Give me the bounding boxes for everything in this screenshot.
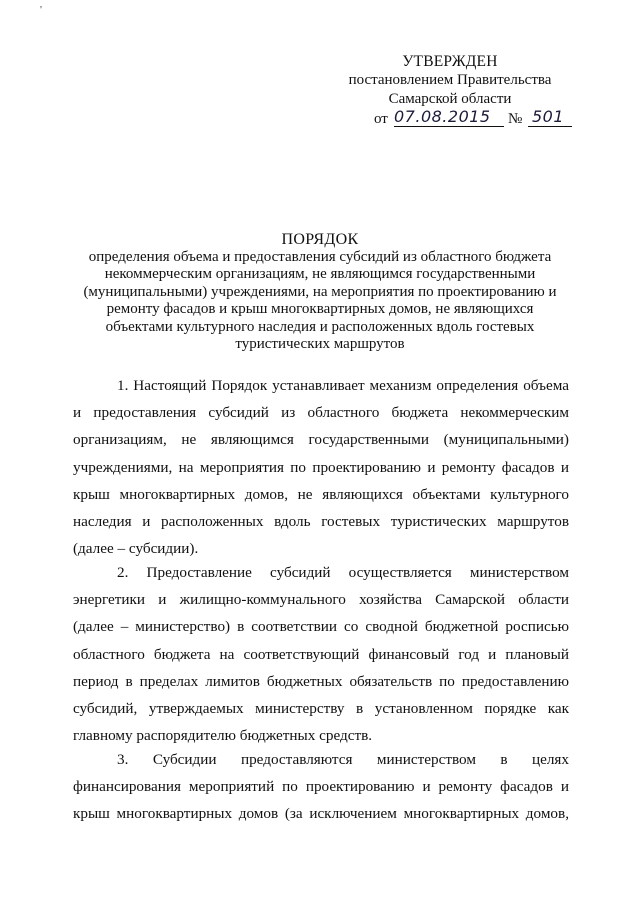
approval-line-2: Самарской области: [388, 91, 512, 107]
document-title: [70, 231, 570, 354]
title-line: объектами культурного наследия и расположенных вдоль гостевых: [105, 318, 535, 335]
approved-heading: УТВЕРЖДЕН: [402, 53, 498, 70]
paragraph-3: [73, 746, 569, 828]
approval-stamp-block: [330, 52, 570, 131]
title-heading: ПОРЯДОК: [281, 231, 359, 248]
corner-mark: ': [40, 4, 42, 16]
date-prefix: от: [374, 111, 388, 127]
title-line: ремонту фасадов и крыш многоквартирных домов, не являющихся: [106, 301, 534, 317]
approval-line-1: постановлением Правительства: [348, 72, 552, 88]
paragraph-line: 3. Субсидии предоставляются министерством в целях: [117, 751, 569, 768]
title-line: некоммерческим организациям, не являющимся государственными: [104, 266, 536, 282]
paragraph-line: 2. Предоставление субсидий осуществляется министерством: [117, 564, 569, 581]
paragraph-line: субсидий, утверждаемых министерству в установленном порядке как: [73, 700, 569, 718]
paragraph-line: 1. Настоящий Порядок устанавливает механизм определения объема: [117, 377, 569, 394]
paragraph-line: (далее – субсидии).: [73, 540, 199, 558]
paragraph-line: (далее – министерство) в соответствии со сводной бюджетной росписью: [73, 618, 569, 636]
paragraph-line: и предоставления субсидий из областного бюджета некоммерческим: [73, 404, 569, 422]
paragraph-line: учреждениями, на мероприятия по проектированию и ремонту фасадов и: [73, 458, 569, 476]
paragraph-line: период в пределах лимитов бюджетных обязательств по предоставлению: [73, 672, 569, 690]
number-sign: №: [508, 111, 523, 127]
paragraph-line: энергетики и жилищно-коммунального хозяйства Самарской области: [73, 591, 569, 609]
approval-date-line: [330, 109, 570, 131]
number-underline: [528, 126, 572, 127]
title-line: туристических маршрутов: [235, 336, 405, 352]
paragraph-line: крыш многоквартирных домов (за исключением многоквартирных домов,: [73, 805, 569, 823]
title-line: определения объема и предоставления субсидий из областного бюджета: [88, 248, 552, 265]
paragraph-line: областного бюджета на соответствующий финансовый год и плановый: [73, 645, 569, 663]
paragraph-line: наследия и расположенных вдоль гостевых туристических маршрутов: [73, 513, 569, 531]
paragraph-line: организациям, не являющимся государственными (муниципальными): [73, 431, 569, 449]
title-line: (муниципальными) учреждениями, на мероприятия по проектированию и: [83, 283, 557, 300]
handwritten-date: 07.08.2015: [394, 107, 491, 126]
paragraph-line: крыш многоквартирных домов, не являющихся объектами культурного: [73, 485, 569, 503]
paragraph-line: главному распорядителю бюджетных средств.: [73, 727, 373, 745]
date-underline: [394, 126, 504, 127]
paragraph-line: финансирования мероприятий по проектированию и ремонту фасадов и: [73, 778, 569, 796]
paragraph-1: [73, 372, 569, 562]
paragraph-2: [73, 559, 569, 749]
handwritten-number: 501: [532, 107, 565, 126]
